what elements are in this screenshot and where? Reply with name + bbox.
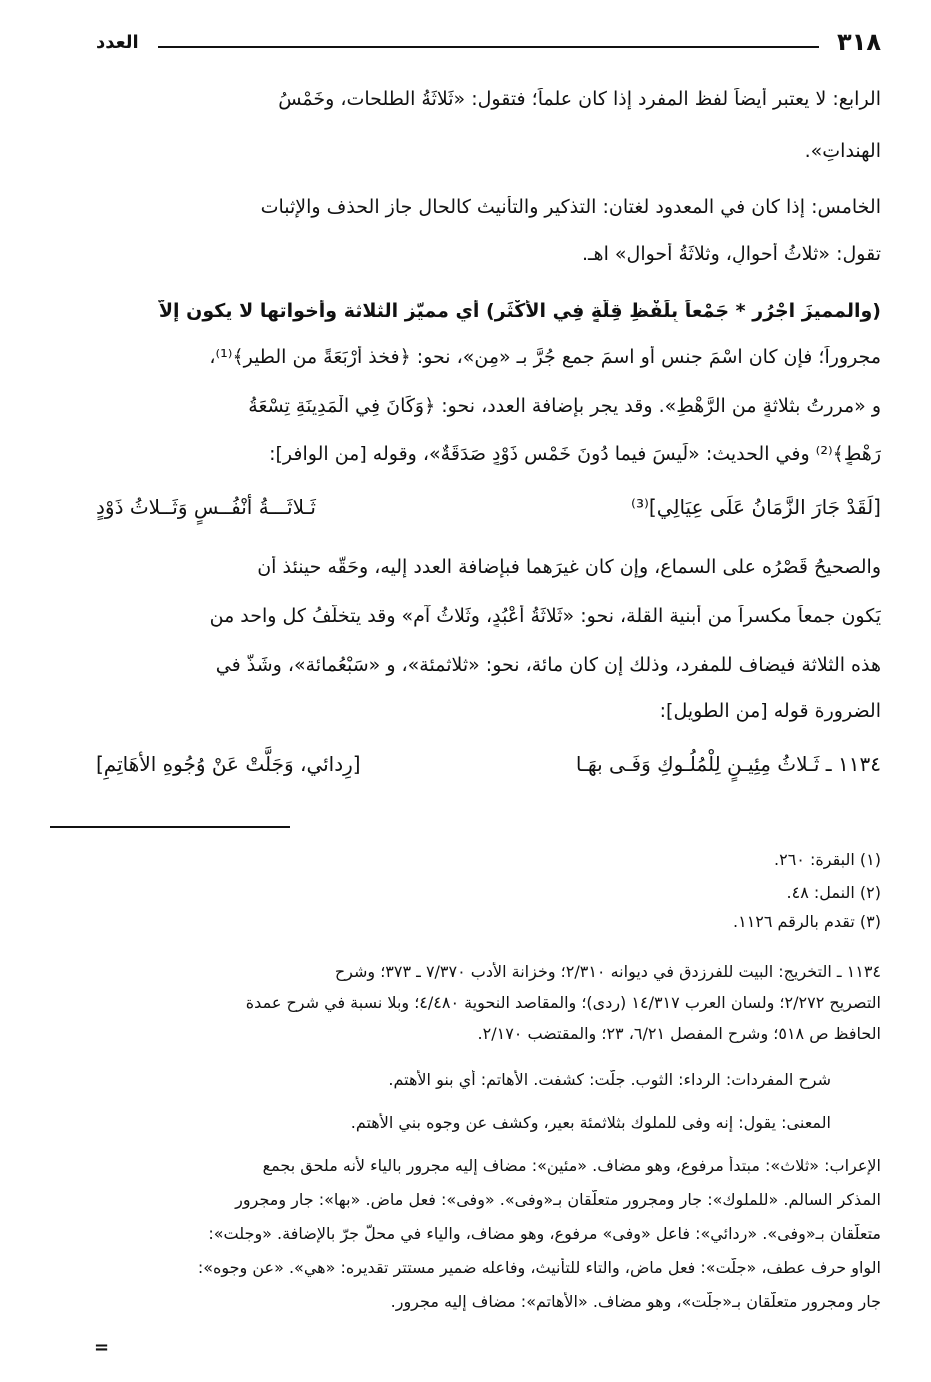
footnote-rule [50,826,290,828]
irab-line: المذكر السالم. «للملوك»: جار ومجرور متعلّقان بـ«وفى». «وفى»: فعل ماضٍ. «بها»: جار ومجرور [235,1190,881,1209]
takhrij-line: الحافظ ص ٥١٨؛ وشرح المفصل ٦/٢١، ٢٣؛ والمقتضب ٢/١٧٠. [477,1024,881,1043]
page-header [96,28,881,62]
page-number: ٣١٨ [829,28,881,56]
takhrij-line: التصريح ٢/٢٧٢؛ ولسان العرب ١٤/٣١٧ (ردى)؛ والمقاصد النحوية ٤/٤٨٠؛ وبلا نسبة في شرح عمدة [245,993,881,1012]
verse-hemistich-right: [لَقَدْ جَارَ الزَّمَانُ عَلَى عِيَالِي]⁽³⁾ [631,495,881,519]
irab-line: جار ومجرور متعلّقان بـ«جلّت»، وهو مضاف. «الأهاتم»: مضاف إليه مجرور. [390,1292,881,1311]
meaning-explanation: المعنى: يقول: إنه وفى للملوك بثلاثمئة بعير، وكشف عن وجوه بني الأهتم. [350,1113,831,1132]
irab-line: الواو حرف عطف، «جلّت»: فعل ماضٍ، والتاء للتأنيث، وفاعله ضمير مستتر تقديره: «هي». «عن وجوه»: [197,1258,881,1277]
main-line: يَكون جمعاً مكسراً من أبنية القلة، نحو: «ثَلاثَةُ أعْبُدٍ، وثَلاثُ آمٍ» وقد يتخلّفُ كل واحد من [209,605,881,627]
footnote: (٢) النمل: ٤٨. [786,883,881,902]
main-line: الخامس: إذا كان في المعدود لغتان: التذكير والتأنيث كالحال جاز الحذف والإثبات [260,196,881,218]
main-line: (والمميزَ اجْرُرِ * جَمْعاً بِلَفْظِ قِلَّةٍ فِي الأكْثَرِ) أي مميّز الثلاثة وأخواتها لا يكون إلاّ [158,300,881,322]
vocab-explanation: شرح المفردات: الرداء: الثوب. جلّت: كشفت. الأهاتم: أي بنو الأهتم. [388,1070,831,1089]
main-line: رَهْطٍ﴾⁽²⁾ وفي الحديث: «لَيسَ فيما دُونَ خَمْسِ ذَوْدٍ صَدَقَةٌ»، وقوله [من الوافر]: [269,443,881,465]
main-line: هذه الثلاثة فيضاف للمفرد، وذلك إن كان مائة، نحو: «ثلاثمئة»، و «سَبْعُمائة»، وشَذَّ في [215,654,881,676]
main-line: تقول: «ثلاثُ أحوالٍ، وثلاثَةُ أحوال» اهـ. [581,243,881,265]
header-rule [158,46,819,48]
verse-hemistich-left: ثَـلاثَـــةُ أنْفُــسٍ وَثَــلاثُ ذَوْدٍ [96,495,316,519]
takhrij-line: ١١٣٤ ـ التخريج: البيت للفرزدق في ديوانه ٢/٣١٠؛ وخزانة الأدب ٧/٣٧٠ ـ ٣٧٣؛ وشرح [334,962,881,981]
verse-line [96,495,881,535]
main-line: الهنداتِ». [804,140,881,162]
continuation-mark: = [94,1337,110,1358]
main-line: والصحيحُ قَصْرُه على السماع، وإن كان غيرَهما فبإضافة العدد إليه، وحَقُّه حينئذ أن [257,556,881,578]
main-line: الرابع: لا يعتبر أيضاً لفظ المفرد إذا كان علماً؛ فتقول: «ثَلاثَةُ الطلحات، وخَمْسُ [278,88,881,110]
main-line: مجروراً؛ فإن كان اسْمَ جنس أو اسمَ جمع جُرَّ بـ «مِن»، نحو: ﴿فخذ أَرْبَعَةً من الطير﴾⁽¹⁾، [209,346,881,368]
irab-line: الإعراب: «ثلاث»: مبتدأ مرفوع، وهو مضاف. «مئين»: مضاف إليه مجرور بالياء لأنه ملحق بجمع [262,1156,881,1175]
main-line: و «مررتُ بثلاثةٍ من الرَّهْطِ». وقد يجر بإضافة العدد، نحو: ﴿وَكَانَ فِي الْمَدِينَةِ تِسْعَةُ [248,395,881,417]
irab-line: متعلّقان بـ«وفى». «ردائي»: فاعل «وفى» مرفوع، وهو مضاف، والياء في محلّ جرّ بالإضافة. «وجلت»: [208,1224,881,1243]
verse-line [96,752,881,792]
running-head: العدد [96,32,147,53]
verse-hemistich-left: [رِدائي، وَجَلَّتْ عَنْ وُجُوهِ الأهَاتِمِ] [96,752,361,776]
footnote: (٣) تقدم بالرقم ١١٢٦. [733,912,881,931]
main-line: الضرورة قوله [من الطويل]: [659,700,881,722]
verse-hemistich-right: ١١٣٤ ـ ثَـلاثُ مِئِيـنٍ لِلْمُلُـوكِ وَفَـى بهَـا [575,752,881,776]
footnote: (١) البقرة: ٢٦٠. [774,850,881,869]
